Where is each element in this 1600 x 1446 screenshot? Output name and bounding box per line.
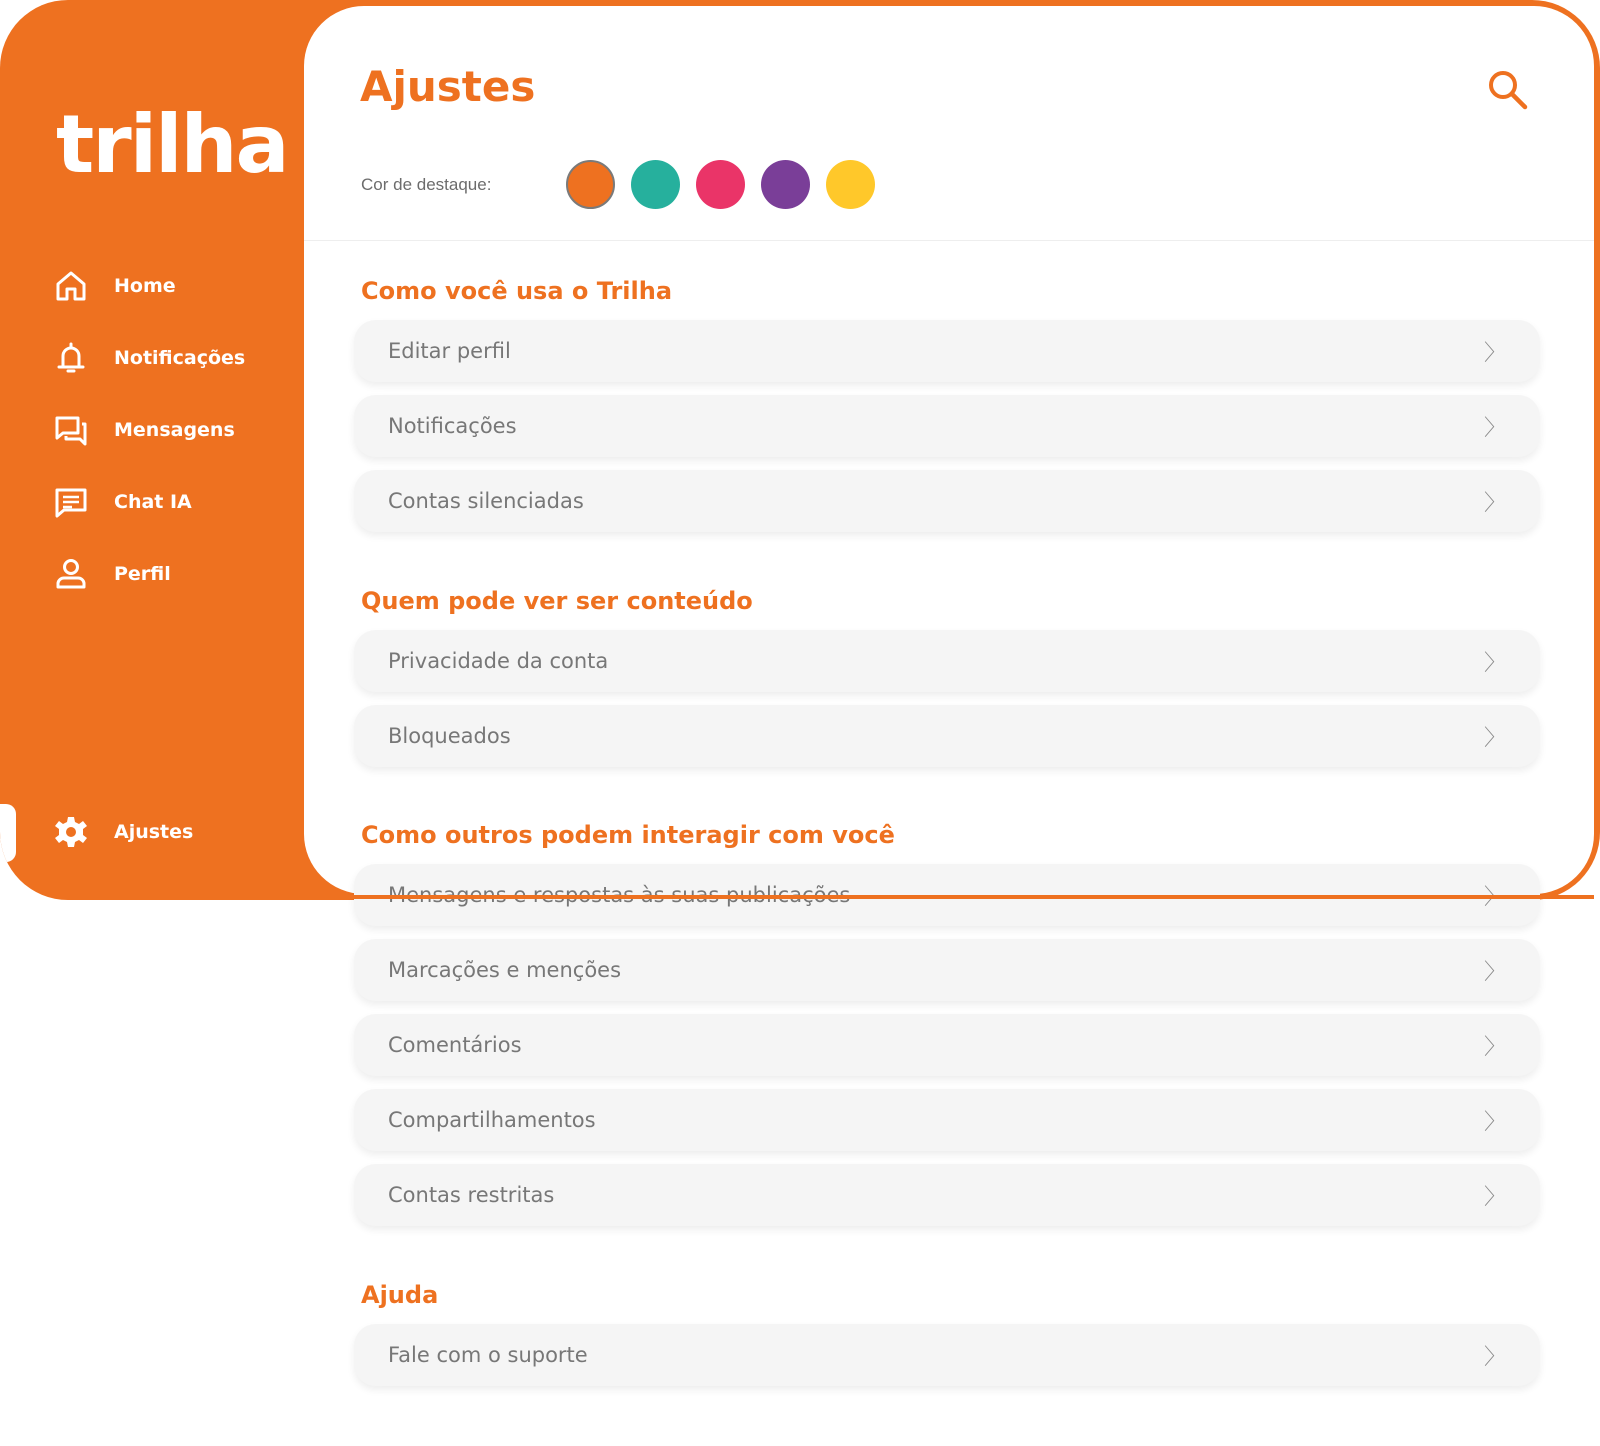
messages-icon <box>54 413 88 447</box>
section-title: Ajuda <box>361 1281 439 1309</box>
row-label: Compartilhamentos <box>388 1108 596 1132</box>
settings-row-tags-mentions[interactable] <box>354 939 1540 1001</box>
row-label: Editar perfil <box>388 339 511 363</box>
gear-icon <box>54 815 88 849</box>
bell-icon <box>54 341 88 375</box>
chevron-right-icon: 〉 <box>1483 1109 1506 1135</box>
active-indicator <box>0 804 16 862</box>
chevron-right-icon: 〉 <box>1483 1034 1506 1060</box>
row-label: Notificações <box>388 414 517 438</box>
chevron-right-icon: 〉 <box>1483 725 1506 751</box>
sidebar-item-label: Perfil <box>114 563 171 585</box>
chevron-right-icon: 〉 <box>1483 490 1506 516</box>
sidebar-item-chat-ia[interactable] <box>0 466 304 538</box>
settings-row-muted-accounts[interactable] <box>354 470 1540 532</box>
settings-row-restricted-accounts[interactable] <box>354 1164 1540 1226</box>
row-label: Privacidade da conta <box>388 649 609 673</box>
settings-row-notifications[interactable] <box>354 395 1540 457</box>
settings-row-blocked[interactable] <box>354 705 1540 767</box>
accent-color-label: Cor de destaque: <box>361 175 492 194</box>
row-label: Comentários <box>388 1033 522 1057</box>
sidebar-item-label: Home <box>114 275 176 297</box>
row-label: Bloqueados <box>388 724 511 748</box>
sidebar-item-label: Chat IA <box>114 491 192 513</box>
color-swatch-pink[interactable] <box>696 160 745 209</box>
row-label: Marcações e menções <box>388 958 622 982</box>
sidebar-item-notifications[interactable] <box>0 322 304 394</box>
row-label: Contas silenciadas <box>388 489 584 513</box>
home-icon <box>54 269 88 303</box>
chevron-right-icon: 〉 <box>1483 959 1506 985</box>
chevron-right-icon: 〉 <box>1483 650 1506 676</box>
color-swatch-orange[interactable] <box>566 160 615 209</box>
page-title: Ajustes <box>360 62 536 111</box>
chat-icon <box>54 485 88 519</box>
color-swatch-purple[interactable] <box>761 160 810 209</box>
sidebar-item-home[interactable] <box>0 250 304 322</box>
search-button[interactable] <box>1484 66 1530 112</box>
sidebar-item-settings[interactable] <box>0 796 304 868</box>
chevron-right-icon: 〉 <box>1483 1184 1506 1210</box>
sidebar-item-label: Ajustes <box>114 821 194 843</box>
settings-row-support[interactable] <box>354 1324 1540 1386</box>
settings-row-comments[interactable] <box>354 1014 1540 1076</box>
chevron-right-icon: 〉 <box>1483 415 1506 441</box>
search-icon <box>1484 66 1530 112</box>
row-label: Fale com o suporte <box>388 1343 588 1367</box>
logo-text: trilha <box>56 98 288 191</box>
color-swatch-yellow[interactable] <box>826 160 875 209</box>
sidebar-item-messages[interactable] <box>0 394 304 466</box>
trilha-logo <box>56 100 287 190</box>
settings-row-edit-profile[interactable] <box>354 320 1540 382</box>
accent-color-picker <box>566 160 875 209</box>
header-divider <box>304 240 1594 241</box>
sidebar-item-label: Mensagens <box>114 419 235 441</box>
window-bottom-edge <box>304 895 1594 899</box>
row-label: Contas restritas <box>388 1183 555 1207</box>
chevron-right-icon: 〉 <box>1483 1344 1506 1370</box>
section-title: Quem pode ver ser conteúdo <box>361 587 753 615</box>
sidebar-item-profile[interactable] <box>0 538 304 610</box>
color-swatch-teal[interactable] <box>631 160 680 209</box>
settings-row-account-privacy[interactable] <box>354 630 1540 692</box>
section-title: Como você usa o Trilha <box>361 277 673 305</box>
sidebar-nav <box>0 250 304 610</box>
chevron-right-icon: 〉 <box>1483 340 1506 366</box>
sidebar-item-label: Notificações <box>114 347 246 369</box>
user-icon <box>54 557 88 591</box>
settings-row-shares[interactable] <box>354 1089 1540 1151</box>
section-title: Como outros podem interagir com você <box>361 821 895 849</box>
